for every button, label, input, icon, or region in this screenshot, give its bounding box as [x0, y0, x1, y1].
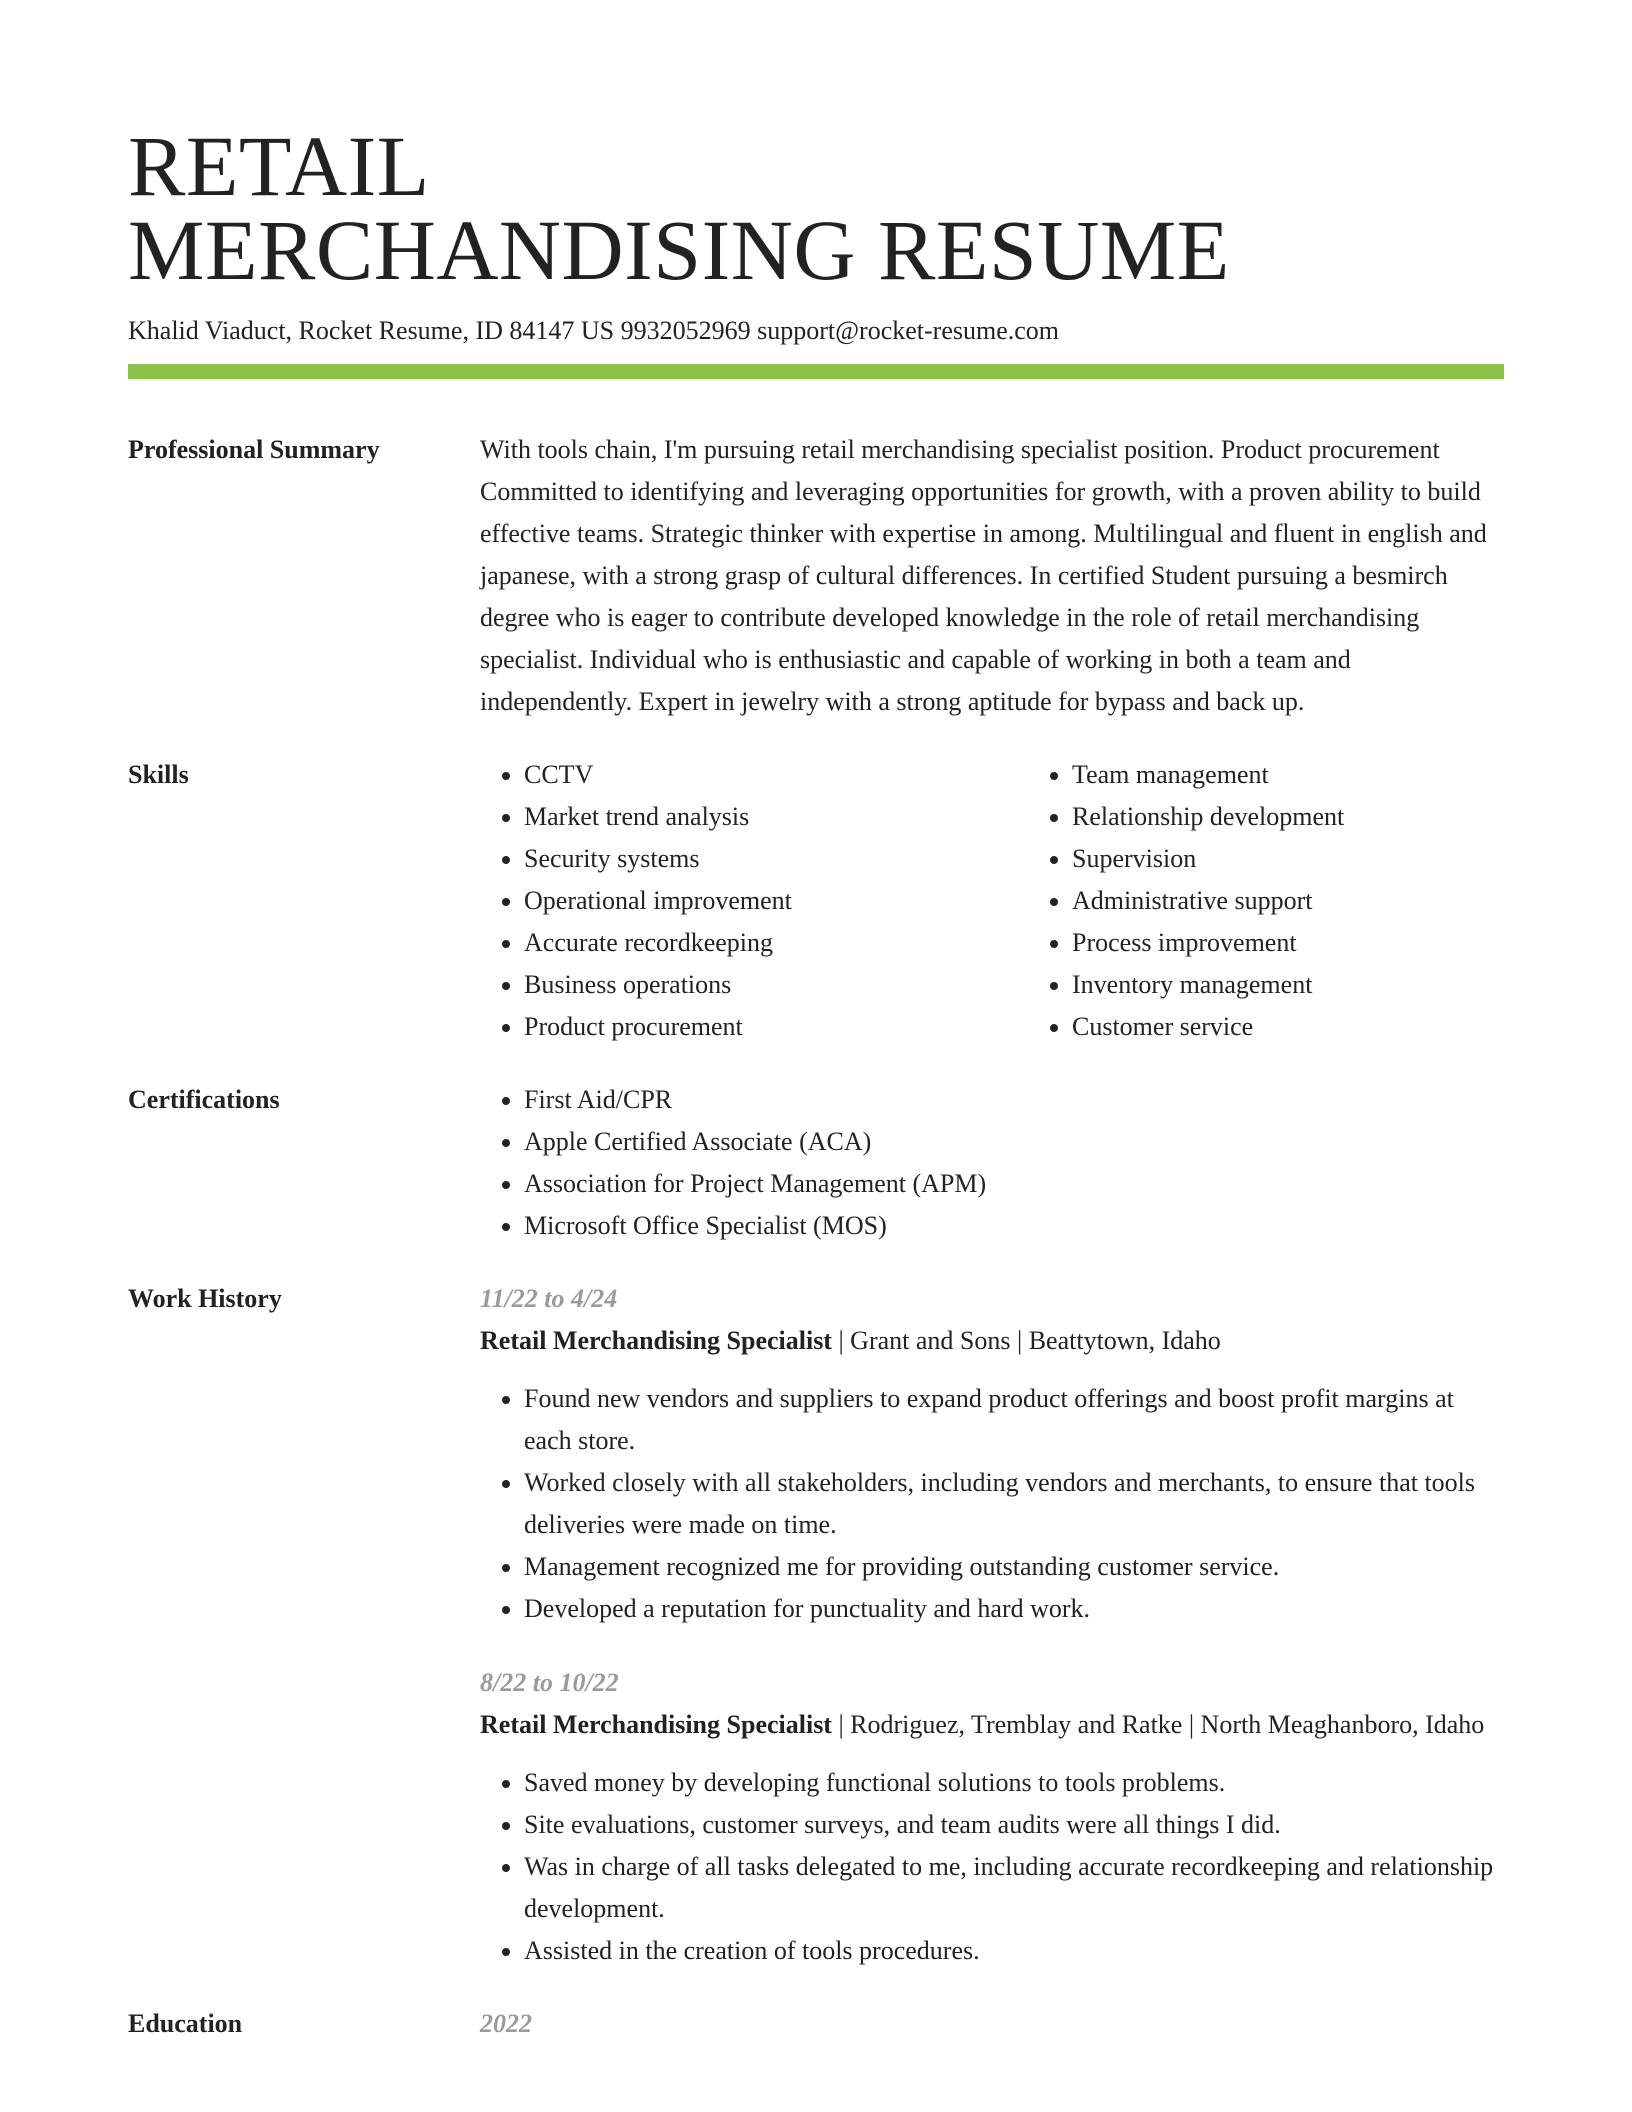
summary-label: Professional Summary	[128, 435, 380, 464]
certification-item: • First Aid/CPR	[524, 1079, 1504, 1121]
title-line-1: RETAIL	[128, 118, 430, 214]
skill-item: • CCTV	[524, 754, 1028, 796]
page-title	[128, 0, 1504, 298]
skill-item: • Relationship development	[1072, 796, 1576, 838]
summary-body	[480, 429, 1504, 723]
skill-item: • Inventory management	[1072, 964, 1576, 1006]
skill-item: • Process improvement	[1072, 922, 1576, 964]
education-body	[480, 2003, 1504, 2045]
job-bullet: • Found new vendors and suppliers to expand product offerings and boost profit margins at each store.	[524, 1378, 1504, 1462]
resume-page	[128, 0, 1504, 2045]
work-history-label: Work History	[128, 1284, 282, 1313]
job-bullets	[480, 1378, 1504, 1630]
education-section	[128, 2003, 1504, 2045]
job-bullet: • Developed a reputation for punctuality and hard work.	[524, 1588, 1504, 1630]
skills-section	[128, 754, 1504, 1048]
job-bullet: • Worked closely with all stakeholders, including vendors and merchants, to ensure that tools deliveries were made on time.	[524, 1462, 1504, 1546]
education-dates: 2022	[480, 2009, 532, 2038]
job-heading	[480, 1320, 1504, 1362]
skills-label: Skills	[128, 760, 189, 789]
job-details: | Rodriguez, Tremblay and Ratke | North Meaghanboro, Idaho	[831, 1710, 1485, 1739]
job-details: | Grant and Sons | Beattytown, Idaho	[831, 1326, 1221, 1355]
skills-list-left	[480, 754, 1028, 1048]
job-bullet: • Management recognized me for providing outstanding customer service.	[524, 1546, 1504, 1588]
skill-item: • Team management	[1072, 754, 1576, 796]
certification-item: • Microsoft Office Specialist (MOS)	[524, 1205, 1504, 1247]
job-entry	[480, 1278, 1504, 1630]
certification-item: • Association for Project Management (APM)	[524, 1163, 1504, 1205]
job-title: Retail Merchandising Specialist	[480, 1326, 832, 1355]
job-entry	[480, 1662, 1504, 1972]
skill-item: • Product procurement	[524, 1006, 1028, 1048]
job-dates: 11/22 to 4/24	[480, 1284, 618, 1313]
job-bullet: • Was in charge of all tasks delegated to me, including accurate recordkeeping and relationship development.	[524, 1846, 1504, 1930]
certifications-list	[480, 1079, 1504, 1247]
skill-item: • Administrative support	[1072, 880, 1576, 922]
certifications-section	[128, 1079, 1504, 1247]
skill-item: • Accurate recordkeeping	[524, 922, 1028, 964]
skill-item: • Supervision	[1072, 838, 1576, 880]
title-line-2: MERCHANDISING RESUME	[128, 202, 1230, 298]
education-label: Education	[128, 2009, 243, 2038]
work-history-section	[128, 1278, 1504, 1972]
skill-item: • Market trend analysis	[524, 796, 1028, 838]
skill-item: • Customer service	[1072, 1006, 1576, 1048]
job-bullets	[480, 1762, 1504, 1972]
contact-info: Khalid Viaduct, Rocket Resume, ID 84147 US 9932052969 support@rocket-resume.com	[128, 316, 1060, 345]
job-bullet: • Assisted in the creation of tools procedures.	[524, 1930, 1504, 1972]
skill-item: • Business operations	[524, 964, 1028, 1006]
job-title: Retail Merchandising Specialist	[480, 1710, 832, 1739]
certification-item: • Apple Certified Associate (ACA)	[524, 1121, 1504, 1163]
skills-body	[480, 754, 1576, 1048]
skill-item: • Security systems	[524, 838, 1028, 880]
summary-text: With tools chain, I'm pursuing retail merchandising specialist position. Product procurement Committed to identifying and leveraging opportunities for growth, with a proven ability to build effective teams. Strategic thinker with expertise in among. Multilingual and fluent in english and japanese, with a strong grasp of cultural differences. In certified Student pursuing a besmirch degree who is eager to contribute developed knowledge in the role of retail merchandising specialist. Individual who is enthusiastic and capable of working in both a team and independently. Expert in jewelry with a strong aptitude for bypass and back up.	[480, 435, 1487, 716]
certifications-body	[480, 1079, 1504, 1247]
job-dates: 8/22 to 10/22	[480, 1668, 619, 1697]
job-bullet: • Saved money by developing functional solutions to tools problems.	[524, 1762, 1504, 1804]
skill-item: • Operational improvement	[524, 880, 1028, 922]
skills-list-right	[1028, 754, 1576, 1048]
job-bullet: • Site evaluations, customer surveys, and team audits were all things I did.	[524, 1804, 1504, 1846]
work-history-body	[480, 1278, 1504, 1972]
summary-section	[128, 429, 1504, 723]
accent-divider	[128, 364, 1504, 379]
job-heading	[480, 1704, 1504, 1746]
certifications-label: Certifications	[128, 1085, 280, 1114]
